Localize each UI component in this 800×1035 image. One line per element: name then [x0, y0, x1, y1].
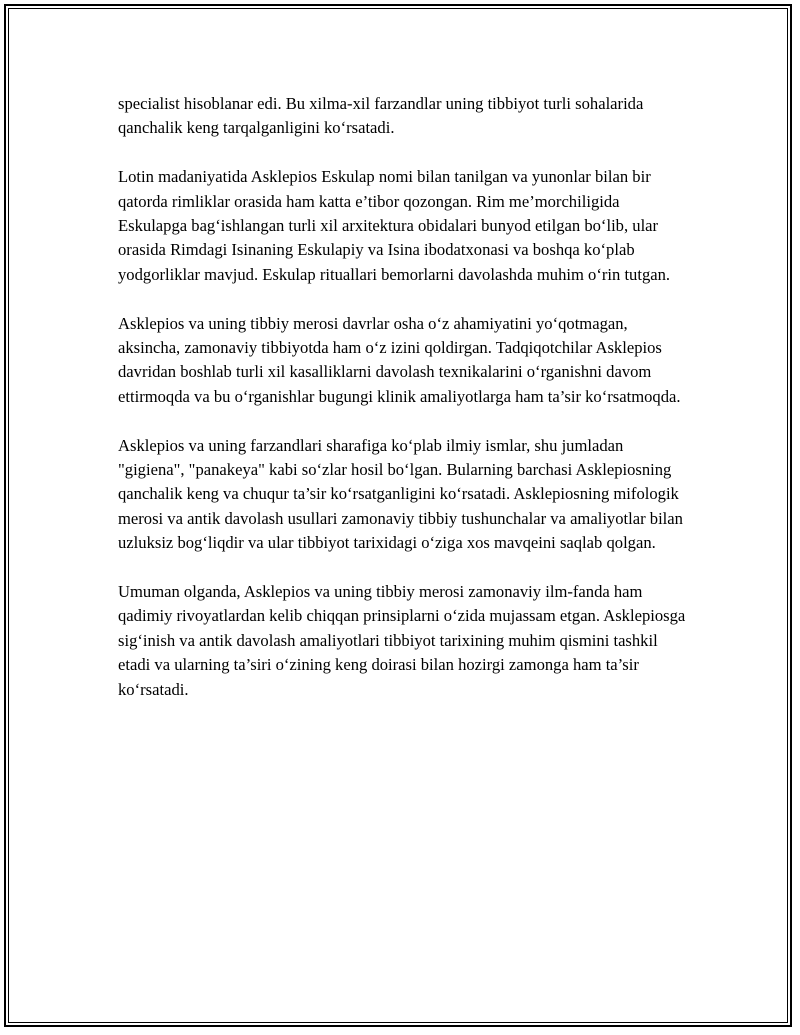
paragraph-5: Umuman olganda, Asklepios va uning tibbiy merosi zamonaviy ilm-fanda ham qadimiy rivoyatlardan kelib chiqqan prinsiplarni o‘zida mujassam etgan. Asklepiosga sig‘inish va antik davolash amaliyotlari tibbiyot tarixining muhim qismini tashkil etadi va ularning ta’siri o‘zining keng doirasi bilan hozirgi zamonga ham ta’sir ko‘rsatadi. — [118, 582, 686, 699]
paragraph-4: Asklepios va uning farzandlari sharafiga ko‘plab ilmiy ismlar, shu jumladan "gigiena", "panakeya" kabi so‘zlar hosil bo‘lgan. Bularning barchasi Asklepiosning qanchalik keng va chuqur ta’sir ko‘rsatganligini ko‘rsatadi. Asklepiosning mifologik merosi va antik davolash usullari zamonaviy tibbiy tushunchalar va amaliyotlar bilan uzluksiz bog‘liqdir va ular tibbiyot tarixidagi o‘ziga xos mavqeini saqlab qolgan. — [118, 435, 683, 553]
document-body — [118, 92, 688, 726]
paragraph-2: Lotin madaniyatida Asklepios Eskulap nomi bilan tanilgan va yunonlar bilan bir qatorda rimliklar orasida ham katta e’tibor qozongan. Rim me’morchiligida Eskulapga bag‘ishlangan turli xil arxitektura obidalari bunyod etilgan bo‘lib, ular orasida Rimdagi Isinaning Eskulapiy va Isina ibodatxonasi va boshqa ko‘plab yodgorliklar mavjud. Eskulap rituallari bemorlarni davolashda muhim o‘rin tutgan. — [118, 167, 671, 284]
paragraph-1: specialist hisoblanar edi. Bu xilma-xil farzandlar uning tibbiyot turli sohalarida qanchalik keng tarqalganligini ko‘rsatadi. — [118, 94, 644, 138]
paragraph-3: Asklepios va uning tibbiy merosi davrlar osha o‘z ahamiyatini yo‘qotmagan, aksincha, zamonaviy tibbiyotda ham o‘z izini qoldirgan. Tadqiqotchilar Asklepios davridan boshlab turli xil kasalliklarni davolash texnikalarini o‘rganishni davom ettirmoqda va bu o‘rganishlar bugungi klinik amaliyotlarga ham ta’sir ko‘rsatmoqda. — [118, 313, 681, 406]
